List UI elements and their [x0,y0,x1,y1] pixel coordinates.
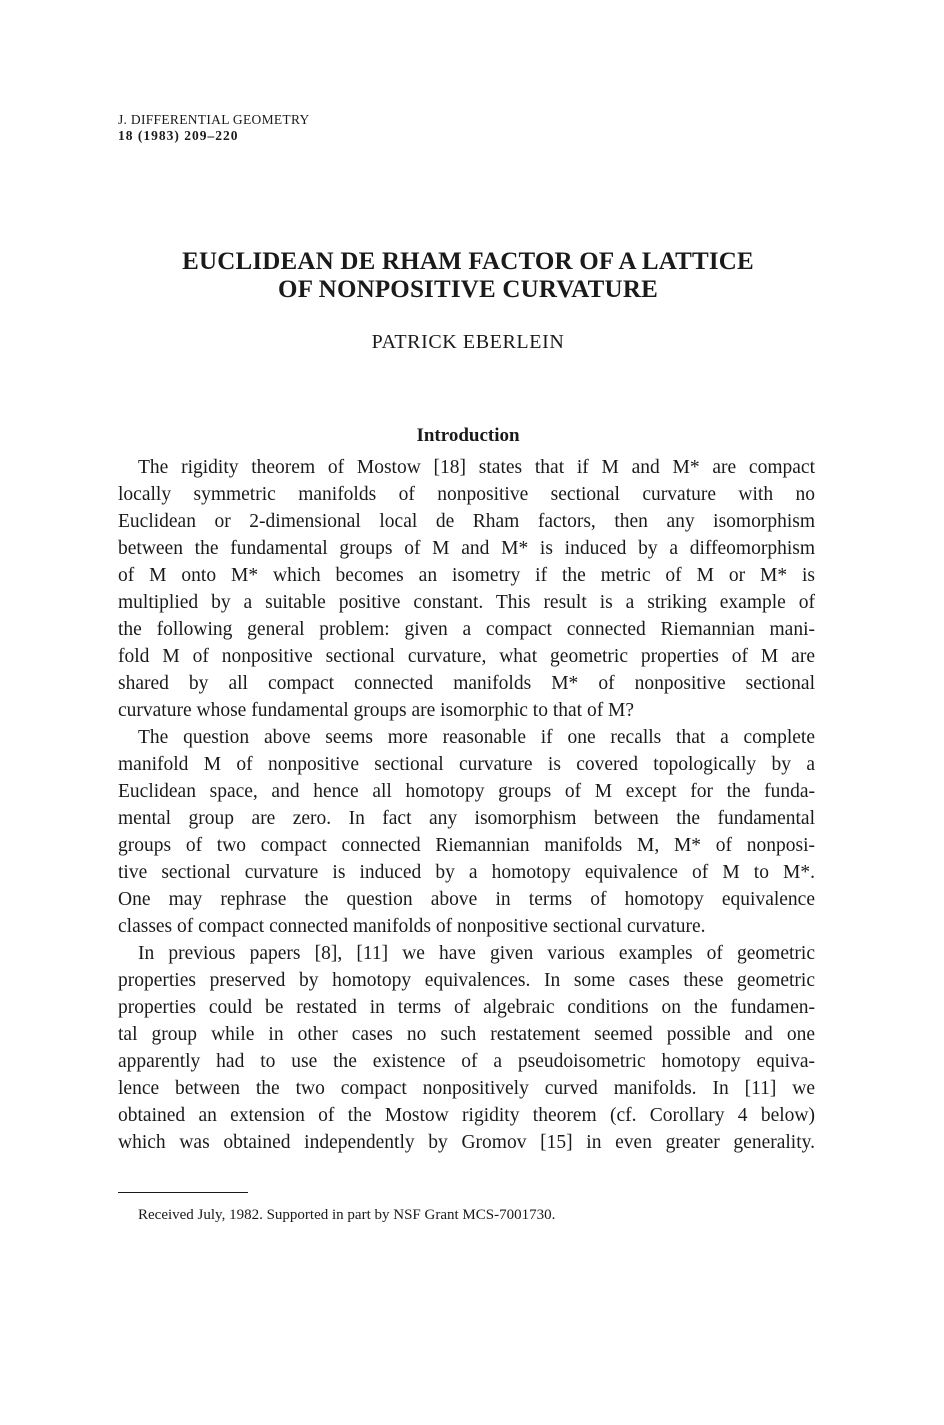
text-line: shared by all compact connected manifolds M* of nonpositive sectional [118,673,815,694]
journal-name: J. DIFFERENTIAL GEOMETRY [118,112,310,127]
text-line: mental group are zero. In fact any isomorphism between the fundamental [118,808,815,829]
text-line: Euclidean or 2-dimensional local de Rham factors, then any isomorphism [118,511,815,532]
text-line: manifold M of nonpositive sectional curvature is covered topologically by a [118,754,815,775]
paragraph-2 [118,724,815,940]
text-line: One may rephrase the question above in terms of homotopy equivalence [118,889,815,910]
text-line: tive sectional curvature is induced by a homotopy equivalence of M to M*. [118,862,815,883]
text-line: Euclidean space, and hence all homotopy groups of M except for the funda- [118,781,815,802]
text-line: The question above seems more reasonable if one recalls that a complete [138,727,815,748]
text-line: which was obtained independently by Gromov [15] in even greater generality. [118,1132,815,1153]
text-line: curvature whose fundamental groups are isomorphic to that of M? [118,700,635,721]
author-name: PATRICK EBERLEIN [371,331,565,353]
text-line: the following general problem: given a compact connected Riemannian mani- [118,619,815,640]
text-line: multiplied by a suitable positive constant. This result is a striking example of [118,592,815,613]
text-line: classes of compact connected manifolds of nonpositive sectional curvature. [118,916,706,937]
paper-title [118,248,818,304]
footnote-rule [118,1192,248,1193]
text-line: of M onto M* which becomes an isometry if the metric of M or M* is [118,565,815,586]
paragraph-1 [118,454,815,724]
text-line: properties preserved by homotopy equivalences. In some cases these geometric [118,970,815,991]
paragraph-3 [118,940,815,1156]
journal-volume: 18 (1983) 209–220 [118,128,239,143]
title-line-1: EUCLIDEAN DE RHAM FACTOR OF A LATTICE [182,248,754,275]
text-line: between the fundamental groups of M and M* is induced by a diffeomorphism [118,538,815,559]
text-line: The rigidity theorem of Mostow [18] states that if M and M* are compact [138,457,815,478]
text-line: groups of two compact connected Riemannian manifolds M, M* of nonposi- [118,835,815,856]
section-heading: Introduction [416,425,520,446]
text-line: obtained an extension of the Mostow rigidity theorem (cf. Corollary 4 below) [118,1105,815,1126]
text-line: fold M of nonpositive sectional curvature, what geometric properties of M are [118,646,815,667]
text-line: tal group while in other cases no such restatement seemed possible and one [118,1024,815,1045]
text-line: lence between the two compact nonpositively curved manifolds. In [11] we [118,1078,815,1099]
text-line: locally symmetric manifolds of nonpositive sectional curvature with no [118,484,815,505]
text-line: apparently had to use the existence of a pseudoisometric homotopy equiva- [118,1051,815,1072]
footnote: Received July, 1982. Supported in part by NSF Grant MCS-7001730. [138,1207,556,1223]
journal-header [118,112,310,144]
text-line: In previous papers [8], [11] we have given various examples of geometric [138,943,815,964]
text-line: properties could be restated in terms of algebraic conditions on the fundamen- [118,997,815,1018]
body-text [118,454,815,1156]
title-line-2: OF NONPOSITIVE CURVATURE [278,276,658,303]
